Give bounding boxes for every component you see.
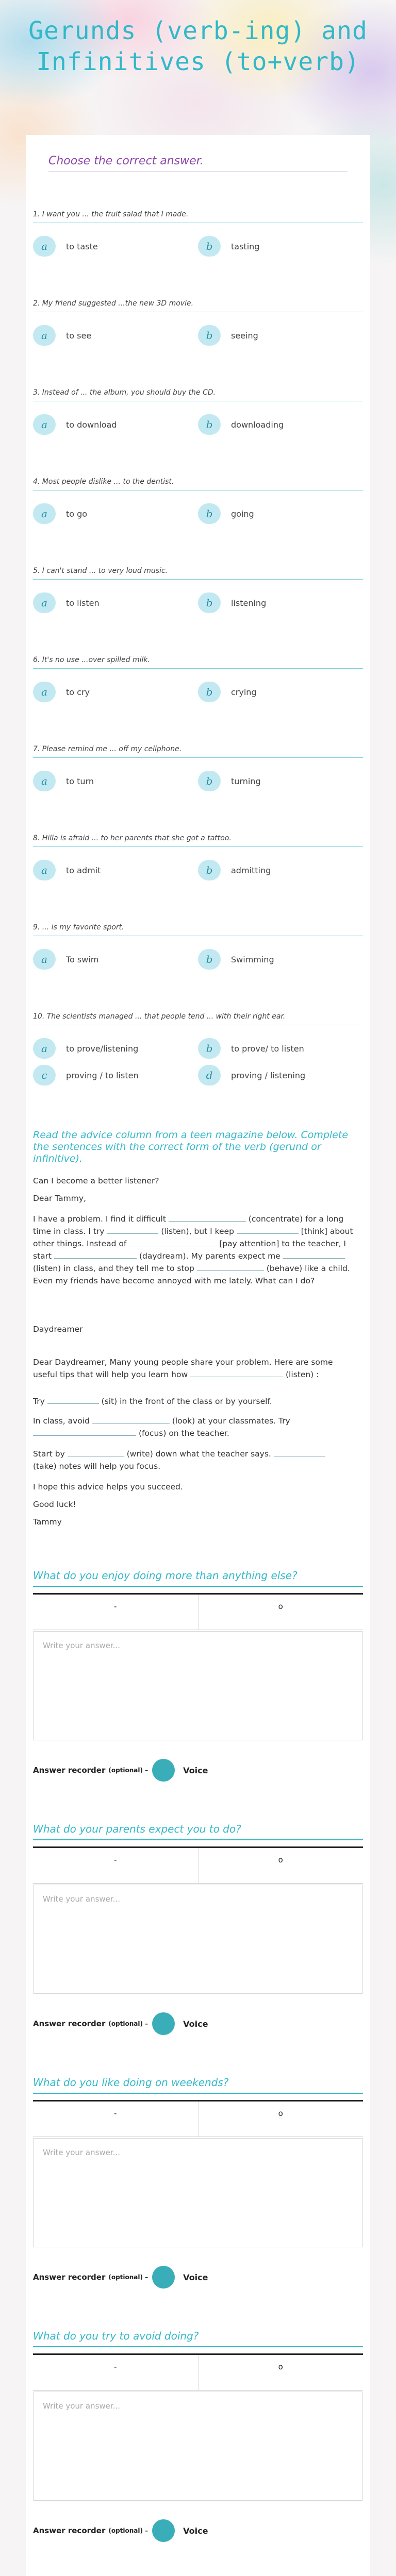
option-a[interactable] bbox=[33, 592, 100, 613]
option-b[interactable] bbox=[198, 592, 266, 613]
option-text: downloading bbox=[231, 419, 284, 430]
page-title: Gerunds (verb-ing) and Infinitives (to+verb) bbox=[28, 16, 368, 76]
reading-signature: Daydreamer bbox=[33, 1325, 83, 1334]
table-header-cell: o bbox=[198, 1595, 364, 1630]
option-text: turning bbox=[231, 776, 261, 786]
answer-recorder bbox=[33, 2012, 208, 2035]
letter-badge-a: a bbox=[33, 860, 56, 880]
table-header-cell: - bbox=[114, 2362, 117, 2371]
title-underline bbox=[33, 1586, 363, 1587]
letter-badge-a: a bbox=[33, 949, 56, 970]
open-question-3-title: What do you like doing on weekends? bbox=[33, 2076, 229, 2089]
table-header-cell: - bbox=[114, 1855, 117, 1865]
closing-signature: Tammy bbox=[33, 1517, 62, 1527]
tip-1: Try (sit) in the front of the class or by yourself. bbox=[33, 1397, 272, 1406]
option-b[interactable] bbox=[198, 682, 257, 702]
reply-intro: Dear Daydreamer, Many young people share your problem. Here are some useful tips that will help you learn how (listen) : bbox=[33, 1358, 333, 1379]
reading-title-line: Can I become a better listener? bbox=[33, 1176, 159, 1185]
recorder-optional: (optional) – bbox=[108, 2020, 148, 2027]
answer-textarea[interactable]: Write your answer... bbox=[33, 1631, 363, 1740]
letter-badge-a: a bbox=[33, 503, 56, 524]
answer-table bbox=[33, 2100, 363, 2137]
letter-badge-a: a bbox=[33, 1038, 56, 1059]
letter-badge-b: b bbox=[198, 771, 221, 791]
option-a[interactable] bbox=[33, 236, 98, 257]
recorder-optional: (optional) – bbox=[108, 1767, 148, 1774]
letter-badge-a: a bbox=[33, 682, 56, 702]
tip-2: In class, avoid (look) at your classmates. Try (focus) on the teacher. bbox=[33, 1416, 290, 1438]
answer-textarea[interactable]: Write your answer... bbox=[33, 2392, 363, 2501]
letter-badge-b: b bbox=[198, 503, 221, 524]
blank-field[interactable] bbox=[169, 1213, 246, 1222]
answer-recorder bbox=[33, 2519, 208, 2542]
option-a[interactable] bbox=[33, 1038, 138, 1059]
recorder-label: Answer recorder bbox=[33, 2273, 106, 2282]
option-text: to download bbox=[66, 419, 117, 430]
title-underline bbox=[33, 2093, 363, 2094]
question-2: 2. My friend suggested ...the new 3D movie. bbox=[33, 299, 363, 312]
table-header-cell: o bbox=[198, 2355, 364, 2390]
option-b[interactable] bbox=[198, 949, 274, 970]
blank-field[interactable] bbox=[33, 1428, 136, 1436]
voice-label: Voice bbox=[183, 1765, 208, 1775]
option-text: to prove/listening bbox=[66, 1043, 139, 1054]
blank-field[interactable] bbox=[197, 1263, 264, 1271]
instruction-text: Choose the correct answer. bbox=[48, 155, 348, 172]
option-b[interactable] bbox=[198, 503, 254, 524]
question-9: 9. ... is my favorite sport. bbox=[33, 923, 363, 936]
voice-record-button[interactable] bbox=[152, 2519, 175, 2542]
worksheet-card bbox=[26, 135, 370, 2576]
option-text: To swim bbox=[66, 954, 99, 964]
option-b[interactable] bbox=[198, 236, 259, 257]
blank-field[interactable] bbox=[237, 1226, 299, 1234]
title-underline bbox=[33, 1839, 363, 1840]
closing-good-luck: Good luck! bbox=[33, 1500, 76, 1509]
letter-badge-b: b bbox=[198, 414, 221, 435]
voice-label: Voice bbox=[183, 2526, 208, 2536]
option-text: seeing bbox=[231, 330, 258, 341]
recorder-label: Answer recorder bbox=[33, 2526, 106, 2535]
table-header-cell: o bbox=[198, 2102, 364, 2137]
question-5: 5. I can't stand ... to very loud music. bbox=[33, 567, 363, 580]
blank-field[interactable] bbox=[54, 1250, 137, 1259]
letter-badge-b: b bbox=[198, 949, 221, 970]
open-question-1-title: What do you enjoy doing more than anything else? bbox=[33, 1569, 298, 1582]
question-8: 8. Hilla is afraid ... to her parents that she got a tattoo. bbox=[33, 834, 363, 847]
option-a[interactable] bbox=[33, 414, 117, 435]
option-text: crying bbox=[231, 687, 257, 697]
option-b[interactable] bbox=[198, 860, 271, 880]
tip-3: Start by (write) down what the teacher says. (take) notes will help you focus. bbox=[33, 1448, 357, 1472]
option-text: to prove/ to listen bbox=[231, 1043, 304, 1054]
letter-badge-b: b bbox=[198, 236, 221, 257]
option-b[interactable] bbox=[198, 414, 284, 435]
letter-badge-a: a bbox=[33, 414, 56, 435]
option-a[interactable] bbox=[33, 325, 91, 346]
answer-recorder bbox=[33, 1759, 208, 1782]
recorder-label: Answer recorder bbox=[33, 1766, 106, 1775]
option-text: listening bbox=[231, 598, 267, 608]
question-6: 6. It's no use ...over spilled milk. bbox=[33, 656, 363, 669]
voice-label: Voice bbox=[183, 2019, 208, 2029]
letter-badge-a: a bbox=[33, 236, 56, 257]
answer-table bbox=[33, 1846, 363, 1884]
option-b[interactable] bbox=[198, 1038, 304, 1059]
option-text: to admit bbox=[66, 865, 101, 875]
letter-badge-b: b bbox=[198, 860, 221, 880]
option-text: proving / listening bbox=[231, 1070, 306, 1080]
recorder-label: Answer recorder bbox=[33, 2019, 106, 2028]
option-text: proving / to listen bbox=[66, 1070, 139, 1080]
option-b[interactable] bbox=[198, 325, 258, 346]
table-header-cell: - bbox=[114, 1602, 117, 1611]
reading-heading: Read the advice column from a teen magazine below. Complete the sentences with the correct form of the verb (gerund or infinitive). bbox=[33, 1129, 349, 1164]
option-a[interactable] bbox=[33, 771, 94, 791]
option-d[interactable] bbox=[198, 1065, 305, 1086]
blank-field[interactable] bbox=[274, 1448, 325, 1456]
question-4: 4. Most people dislike ... to the dentist. bbox=[33, 478, 363, 490]
option-text: Swimming bbox=[231, 954, 274, 964]
blank-field[interactable] bbox=[190, 1369, 283, 1377]
option-text: to cry bbox=[66, 687, 90, 697]
question-1: 1. I want you ... the fruit salad that I made. bbox=[33, 210, 363, 223]
blank-field[interactable] bbox=[107, 1226, 158, 1234]
option-text: going bbox=[231, 509, 254, 519]
reading-salutation: Dear Tammy, bbox=[33, 1194, 86, 1203]
blank-field[interactable] bbox=[47, 1396, 99, 1404]
option-text: admitting bbox=[231, 865, 271, 875]
letter-badge-b: b bbox=[198, 682, 221, 702]
option-a[interactable] bbox=[33, 860, 101, 880]
blank-field[interactable] bbox=[283, 1250, 345, 1259]
question-7: 7. Please remind me ... off my cellphone. bbox=[33, 745, 363, 758]
option-text: to taste bbox=[66, 241, 98, 251]
option-b[interactable] bbox=[198, 771, 261, 791]
option-a[interactable] bbox=[33, 503, 87, 524]
voice-record-button[interactable] bbox=[152, 1759, 175, 1782]
blank-field[interactable] bbox=[129, 1238, 217, 1246]
option-text: to turn bbox=[66, 776, 94, 786]
reading-letter-paragraph: I have a problem. I find it difficult (concentrate) for a long time in class. I try (listen), but I keep [think] about other things. Instead of [pay attention] to the teacher, I start (daydream). My parents expect me (listen) in class, and they tell me to stop (behave) like a child. Even my friends have become annoyed with me lately. What can I do? bbox=[33, 1214, 353, 1285]
letter-badge-a: a bbox=[33, 325, 56, 346]
option-text: to listen bbox=[66, 598, 100, 608]
option-c[interactable] bbox=[33, 1065, 139, 1086]
option-a[interactable] bbox=[33, 949, 98, 970]
question-3: 3. Instead of ... the album, you should buy the CD. bbox=[33, 388, 363, 401]
closing-line: I hope this advice helps you succeed. bbox=[33, 1482, 183, 1492]
answer-recorder bbox=[33, 2266, 208, 2289]
question-10: 10. The scientists managed ... that people tend ... with their right ear. bbox=[33, 1012, 363, 1025]
answer-textarea[interactable]: Write your answer... bbox=[33, 1885, 363, 1994]
letter-badge-a: a bbox=[33, 592, 56, 613]
voice-record-button[interactable] bbox=[152, 2266, 175, 2289]
option-text: tasting bbox=[231, 241, 260, 251]
recorder-optional: (optional) – bbox=[108, 2527, 148, 2534]
open-question-4-title: What do you try to avoid doing? bbox=[33, 2330, 199, 2342]
letter-badge-b: b bbox=[198, 325, 221, 346]
letter-badge-a: a bbox=[33, 771, 56, 791]
option-text: to see bbox=[66, 330, 92, 341]
option-a[interactable] bbox=[33, 682, 90, 702]
open-question-2-title: What do your parents expect you to do? bbox=[33, 1823, 241, 1835]
table-header-cell: o bbox=[198, 1848, 364, 1883]
letter-badge-c: c bbox=[33, 1065, 56, 1086]
letter-badge-b: b bbox=[198, 1038, 221, 1059]
option-text: to go bbox=[66, 509, 88, 519]
answer-table bbox=[33, 1593, 363, 1630]
voice-label: Voice bbox=[183, 2272, 208, 2282]
blank-field[interactable] bbox=[68, 1448, 124, 1456]
recorder-optional: (optional) – bbox=[108, 2274, 148, 2281]
answer-textarea[interactable]: Write your answer... bbox=[33, 2138, 363, 2247]
title-underline bbox=[33, 2346, 363, 2347]
letter-badge-d: d bbox=[198, 1065, 221, 1086]
voice-record-button[interactable] bbox=[152, 2012, 175, 2035]
table-header-cell: - bbox=[114, 2109, 117, 2118]
blank-field[interactable] bbox=[92, 1415, 170, 1423]
answer-table bbox=[33, 2353, 363, 2391]
letter-badge-b: b bbox=[198, 592, 221, 613]
